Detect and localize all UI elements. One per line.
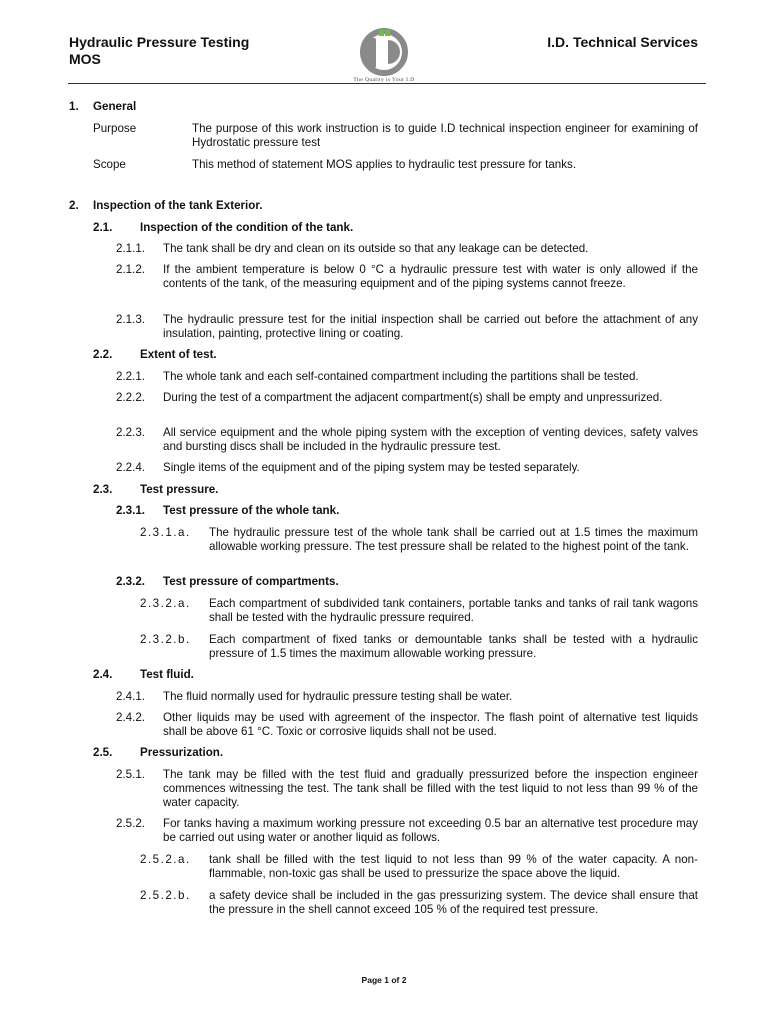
section-2-2-title: Extent of test. <box>140 348 217 361</box>
company-name: I.D. Technical Services <box>547 34 698 50</box>
item-text: The tank may be filled with the test fluid and gradually pressurized before the inspection engineer commences witnessing the test. The tank shall be filled with the test liquid to not less than 99 % of the water capacity. <box>163 768 698 810</box>
section-2-5-title: Pressurization. <box>140 746 224 759</box>
section-2-4-number: 2.4. <box>93 668 113 681</box>
item-number: 2.5.2.a. <box>140 853 191 866</box>
subsection-title: Test pressure of the whole tank. <box>163 504 340 517</box>
item-number: 2.2.4. <box>116 461 146 474</box>
item-number: 2.4.2. <box>116 711 146 724</box>
subsection-number: 2.3.2. <box>116 575 146 588</box>
header-divider <box>68 83 706 84</box>
subsection-title: Test pressure of compartments. <box>163 575 339 588</box>
item-text: Each compartment of fixed tanks or demountable tanks shall be tested with a hydraulic pressure of 1.5 times the maximum allowable working pressure. <box>209 633 698 661</box>
item-number: 2.1.1. <box>116 242 146 255</box>
item-number: 2.5.2.b. <box>140 889 191 902</box>
item-text: The fluid normally used for hydraulic pressure testing shall be water. <box>163 690 513 703</box>
section-2-title: Inspection of the tank Exterior. <box>93 199 263 212</box>
item-number: 2.1.2. <box>116 263 146 276</box>
item-text: The tank shall be dry and clean on its outside so that any leakage can be detected. <box>163 242 589 255</box>
item-number: 2.4.1. <box>116 690 146 703</box>
item-number: 2.2.3. <box>116 426 146 439</box>
item-text: If the ambient temperature is below 0 °C a hydraulic pressure test with water is only allowed if the contents of the tank, of the measuring equipment and of the piping systems cannot freeze. <box>163 263 698 291</box>
logo-tagline: The Quality is Your I.D <box>353 77 415 83</box>
item-number: 2.3.2.a. <box>140 597 191 610</box>
purpose-text: The purpose of this work instruction is to guide I.D technical inspection engineer for examining of Hydrostatic pressure test <box>192 122 698 150</box>
document-title-line2: MOS <box>69 51 101 67</box>
item-number: 2.1.3. <box>116 313 146 326</box>
item-number: 2.3.1.a. <box>140 526 191 539</box>
item-text: Other liquids may be used with agreement of the inspector. The flash point of alternative test liquids shall be above 61 °C. Toxic or corrosive liquids shall not be used. <box>163 711 698 739</box>
item-text: The hydraulic pressure test of the whole tank shall be carried out at 1.5 times the maximum allowable working pressure. The test pressure shall be related to the highest point of the tank. <box>209 526 698 554</box>
subsection-number: 2.3.1. <box>116 504 146 517</box>
item-number: 2.3.2.b. <box>140 633 191 646</box>
section-2-1-number: 2.1. <box>93 221 113 234</box>
scope-label: Scope <box>93 158 126 171</box>
item-number: 2.2.2. <box>116 391 146 404</box>
section-2-1-title: Inspection of the condition of the tank. <box>140 221 354 234</box>
section-1-number: 1. <box>69 100 79 113</box>
item-text: The whole tank and each self-contained compartment including the partitions shall be tested. <box>163 370 639 383</box>
item-text: Each compartment of subdivided tank containers, portable tanks and tanks of rail tank wagons shall be tested with the hydraulic pressure required. <box>209 597 698 625</box>
item-text: a safety device shall be included in the gas pressurizing system. The device shall ensure that the pressure in the shell cannot exceed 105 % of the required test pressure. <box>209 889 698 917</box>
item-text: The hydraulic pressure test for the initial inspection shall be carried out before the attachment of any insulation, painting, protective lining or coating. <box>163 313 698 341</box>
item-text: tank shall be filled with the test liquid to not less than 99 % of the water capacity. A non-flammable, non-toxic gas shall be used to pressurize the space above the liquid. <box>209 853 698 881</box>
section-2-4-title: Test fluid. <box>140 668 194 681</box>
item-text: For tanks having a maximum working pressure not exceeding 0.5 bar an alternative test procedure may be carried out using water or another liquid as follows. <box>163 817 698 845</box>
section-2-3-title: Test pressure. <box>140 483 219 496</box>
page-number: Page 1 of 2 <box>361 975 407 985</box>
item-text: Single items of the equipment and of the piping system may be tested separately. <box>163 461 580 474</box>
item-text: All service equipment and the whole piping system with the exception of venting devices, safety valves and bursting discs shall be included in the hydraulic pressure test. <box>163 426 698 454</box>
section-2-3-number: 2.3. <box>93 483 113 496</box>
section-1-title: General <box>93 100 137 113</box>
item-number: 2.2.1. <box>116 370 146 383</box>
item-number: 2.5.2. <box>116 817 146 830</box>
section-2-number: 2. <box>69 199 79 212</box>
section-2-5-number: 2.5. <box>93 746 113 759</box>
purpose-label: Purpose <box>93 122 137 135</box>
item-number: 2.5.1. <box>116 768 146 781</box>
document-title <box>69 34 249 68</box>
item-text: During the test of a compartment the adjacent compartment(s) shall be empty and unpressurized. <box>163 391 663 404</box>
document-title-line1: Hydraulic Pressure Testing <box>69 34 250 50</box>
section-2-2-number: 2.2. <box>93 348 113 361</box>
scope-text: This method of statement MOS applies to hydraulic test pressure for tanks. <box>192 158 577 171</box>
